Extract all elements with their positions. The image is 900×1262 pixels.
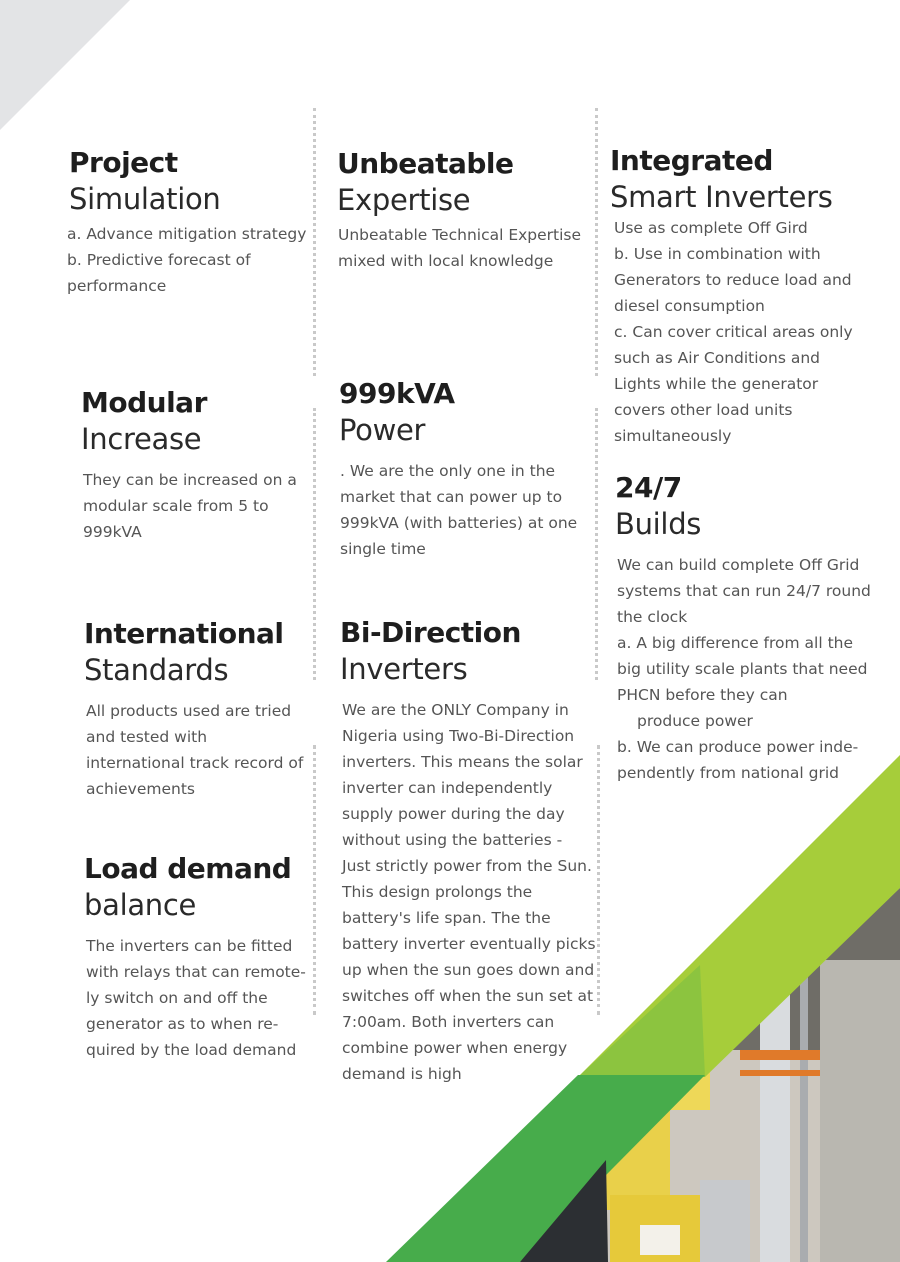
description-line: inverter can independently [342,779,553,797]
column-divider [313,108,316,376]
description-line: produce power [637,712,753,730]
feature-title-light: Builds [615,507,702,541]
description-line: supply power during the day [342,805,565,823]
feature-24-7-builds [615,470,871,786]
description-line: They can be increased on a [83,471,297,489]
description-line: modular scale from 5 to [83,497,269,515]
description-line: c. Can cover critical areas only [614,323,853,341]
description-line: ly switch on and off the [86,989,268,1007]
description-line: up when the sun goes down and [342,961,595,979]
description-line: and tested with [86,728,208,746]
description-line: b. We can produce power inde- [617,738,859,756]
description-line: inverters. This means the solar [342,753,583,771]
description-line: PHCN before they can [617,686,788,704]
description-line: a. A big difference from all the [617,634,854,652]
feature-title-bold: Bi-Direction [340,616,521,649]
description-line: without using the batteries - [342,831,563,849]
feature-title-bold: 999kVA [339,377,455,410]
description-line: achievements [86,780,196,798]
feature-project-simulation [69,145,306,299]
feature-title-light: Inverters [340,652,468,686]
feature-description [342,697,596,1087]
description-line: simultaneously [614,427,732,445]
feature-description [338,222,581,274]
description-line: b. Use in combination with [614,245,821,263]
description-line: generator as to when re- [86,1015,279,1033]
description-line: The inverters can be fitted [86,937,293,955]
description-line: international track record of [86,754,304,772]
description-line: performance [67,277,167,295]
feature-title-light: balance [84,888,197,922]
description-line: All products used are tried [86,702,292,720]
feature-unbeatable-expertise [337,146,581,274]
feature-integrated-smart-inverters [610,143,853,449]
description-line: such as Air Conditions and [614,349,821,367]
feature-description [617,552,871,786]
column-divider [313,408,316,680]
column-divider [597,745,600,1015]
feature-999kva-power [339,376,577,562]
description-line: the clock [617,608,688,626]
feature-title-bold: Project [69,146,178,179]
description-line: Generators to reduce load and [614,271,852,289]
description-line: demand is high [342,1065,462,1083]
feature-title-bold: 24/7 [615,471,682,504]
feature-title-light: Increase [81,422,202,456]
description-line: combine power when energy [342,1039,568,1057]
feature-load-demand-balance [84,851,306,1063]
feature-title-bold: Integrated [610,144,773,177]
feature-title-bold: Load demand [84,852,292,885]
feature-description [86,933,306,1063]
feature-description [67,221,306,299]
description-line: pendently from national grid [617,764,839,782]
feature-title-light: Expertise [337,183,471,217]
feature-title-bold: Modular [81,386,207,419]
description-line: quired by the load demand [86,1041,297,1059]
description-line: systems that can run 24/7 round [617,582,871,600]
description-line: 7:00am. Both inverters can [342,1013,555,1031]
description-line: Use as complete Off Gird [614,219,808,237]
description-line: Lights while the generator [614,375,819,393]
description-line: big utility scale plants that need [617,660,868,678]
description-line: mixed with local knowledge [338,252,554,270]
feature-description [86,698,303,802]
description-line: battery's life span. The the [342,909,551,927]
description-line: 999kVA [83,523,142,541]
feature-title-light: Smart Inverters [610,180,833,214]
column-divider [313,745,316,1015]
feature-description [83,467,297,545]
description-line: We can build complete Off Grid [617,556,860,574]
feature-description [340,458,577,562]
column-divider [595,108,598,376]
feature-title-bold: International [84,617,284,650]
description-line: diesel consumption [614,297,765,315]
feature-modular-increase [81,385,297,545]
description-line: b. Predictive forecast of [67,251,251,269]
description-line: Unbeatable Technical Expertise [338,226,582,244]
description-line: This design prolongs the [342,883,533,901]
description-line: market that can power up to [340,488,563,506]
feature-title-light: Standards [84,653,229,687]
feature-title-bold: Unbeatable [337,147,514,180]
description-line: a. Advance mitigation strategy [67,225,307,243]
description-line: with relays that can remote- [86,963,306,981]
feature-description [614,215,853,449]
description-line: Just strictly power from the Sun. [342,857,592,875]
description-line: Nigeria using Two-Bi-Direction [342,727,575,745]
description-line: We are the ONLY Company in [342,701,569,719]
description-line: . We are the only one in the [340,462,556,480]
feature-title-light: Power [339,413,426,447]
description-line: 999kVA (with batteries) at one [340,514,578,532]
feature-international-standards [84,616,303,802]
description-line: battery inverter eventually picks [342,935,596,953]
description-line: single time [340,540,426,558]
feature-title-light: Simulation [69,182,221,216]
description-line: switches off when the sun set at [342,987,594,1005]
description-line: covers other load units [614,401,793,419]
feature-bi-direction-inverters [340,615,596,1087]
